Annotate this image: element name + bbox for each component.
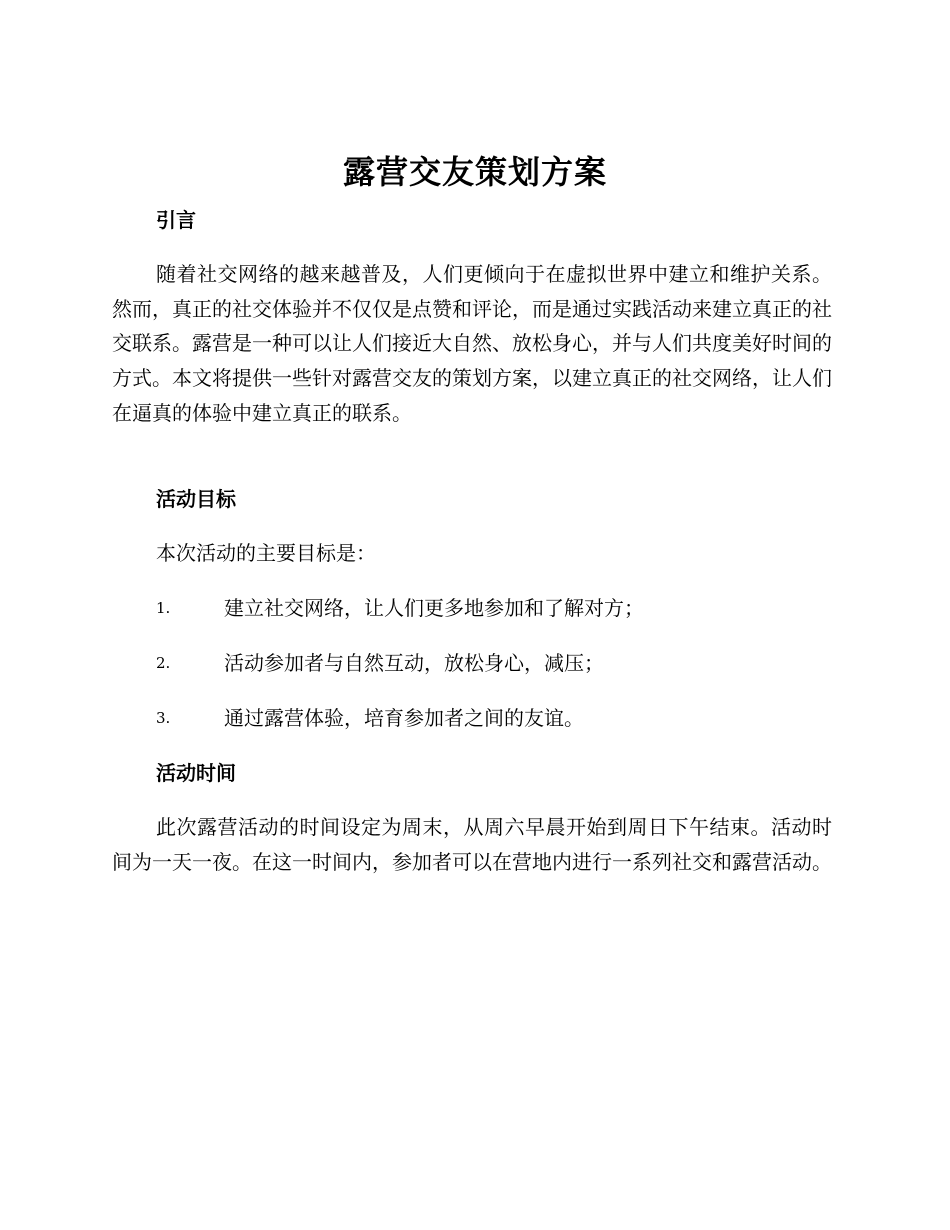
goals-intro-text: 本次活动的主要目标是：: [156, 541, 376, 565]
list-item-text: 建立社交网络，让人们更多地参加和了解对方；: [224, 596, 644, 620]
section-paragraph-intro: 随着社交网络的越来越普及，人们更倾向于在虚拟世界中建立和维护关系。然而，真正的社交体验并不仅仅是点赞和评论，而是通过实践活动来建立真正的社交联系。露营是一种可以让人们接近大自然、放松身心，并与人们共度美好时间的方式。本文将提供一些针对露营交友的策划方案，以建立真正的社交网络，让人们在逼真的体验中建立真正的联系。: [112, 262, 832, 425]
section-paragraph-time: 此次露营活动的时间设定为周末，从周六早晨开始到周日下午结束。活动时间为一天一夜。在这一时间内，参加者可以在营地内进行一系列社交和露营活动。: [112, 815, 832, 874]
list-item: [156, 649, 836, 677]
document-title: 露营交友策划方案: [342, 153, 607, 191]
list-item-text: 通过露营体验，培育参加者之间的友谊。: [224, 706, 584, 730]
section-heading-intro: 引言: [156, 208, 196, 232]
list-item-text: 活动参加者与自然互动，放松身心，减压；: [224, 651, 604, 675]
list-item-number: 3.: [156, 709, 171, 727]
list-item: [156, 594, 836, 622]
section-heading-time: 活动时间: [156, 761, 236, 785]
list-item-number: 2.: [156, 654, 171, 672]
section-heading-goals: 活动目标: [156, 487, 236, 511]
list-item: [156, 704, 836, 732]
list-item-number: 1.: [156, 599, 171, 617]
